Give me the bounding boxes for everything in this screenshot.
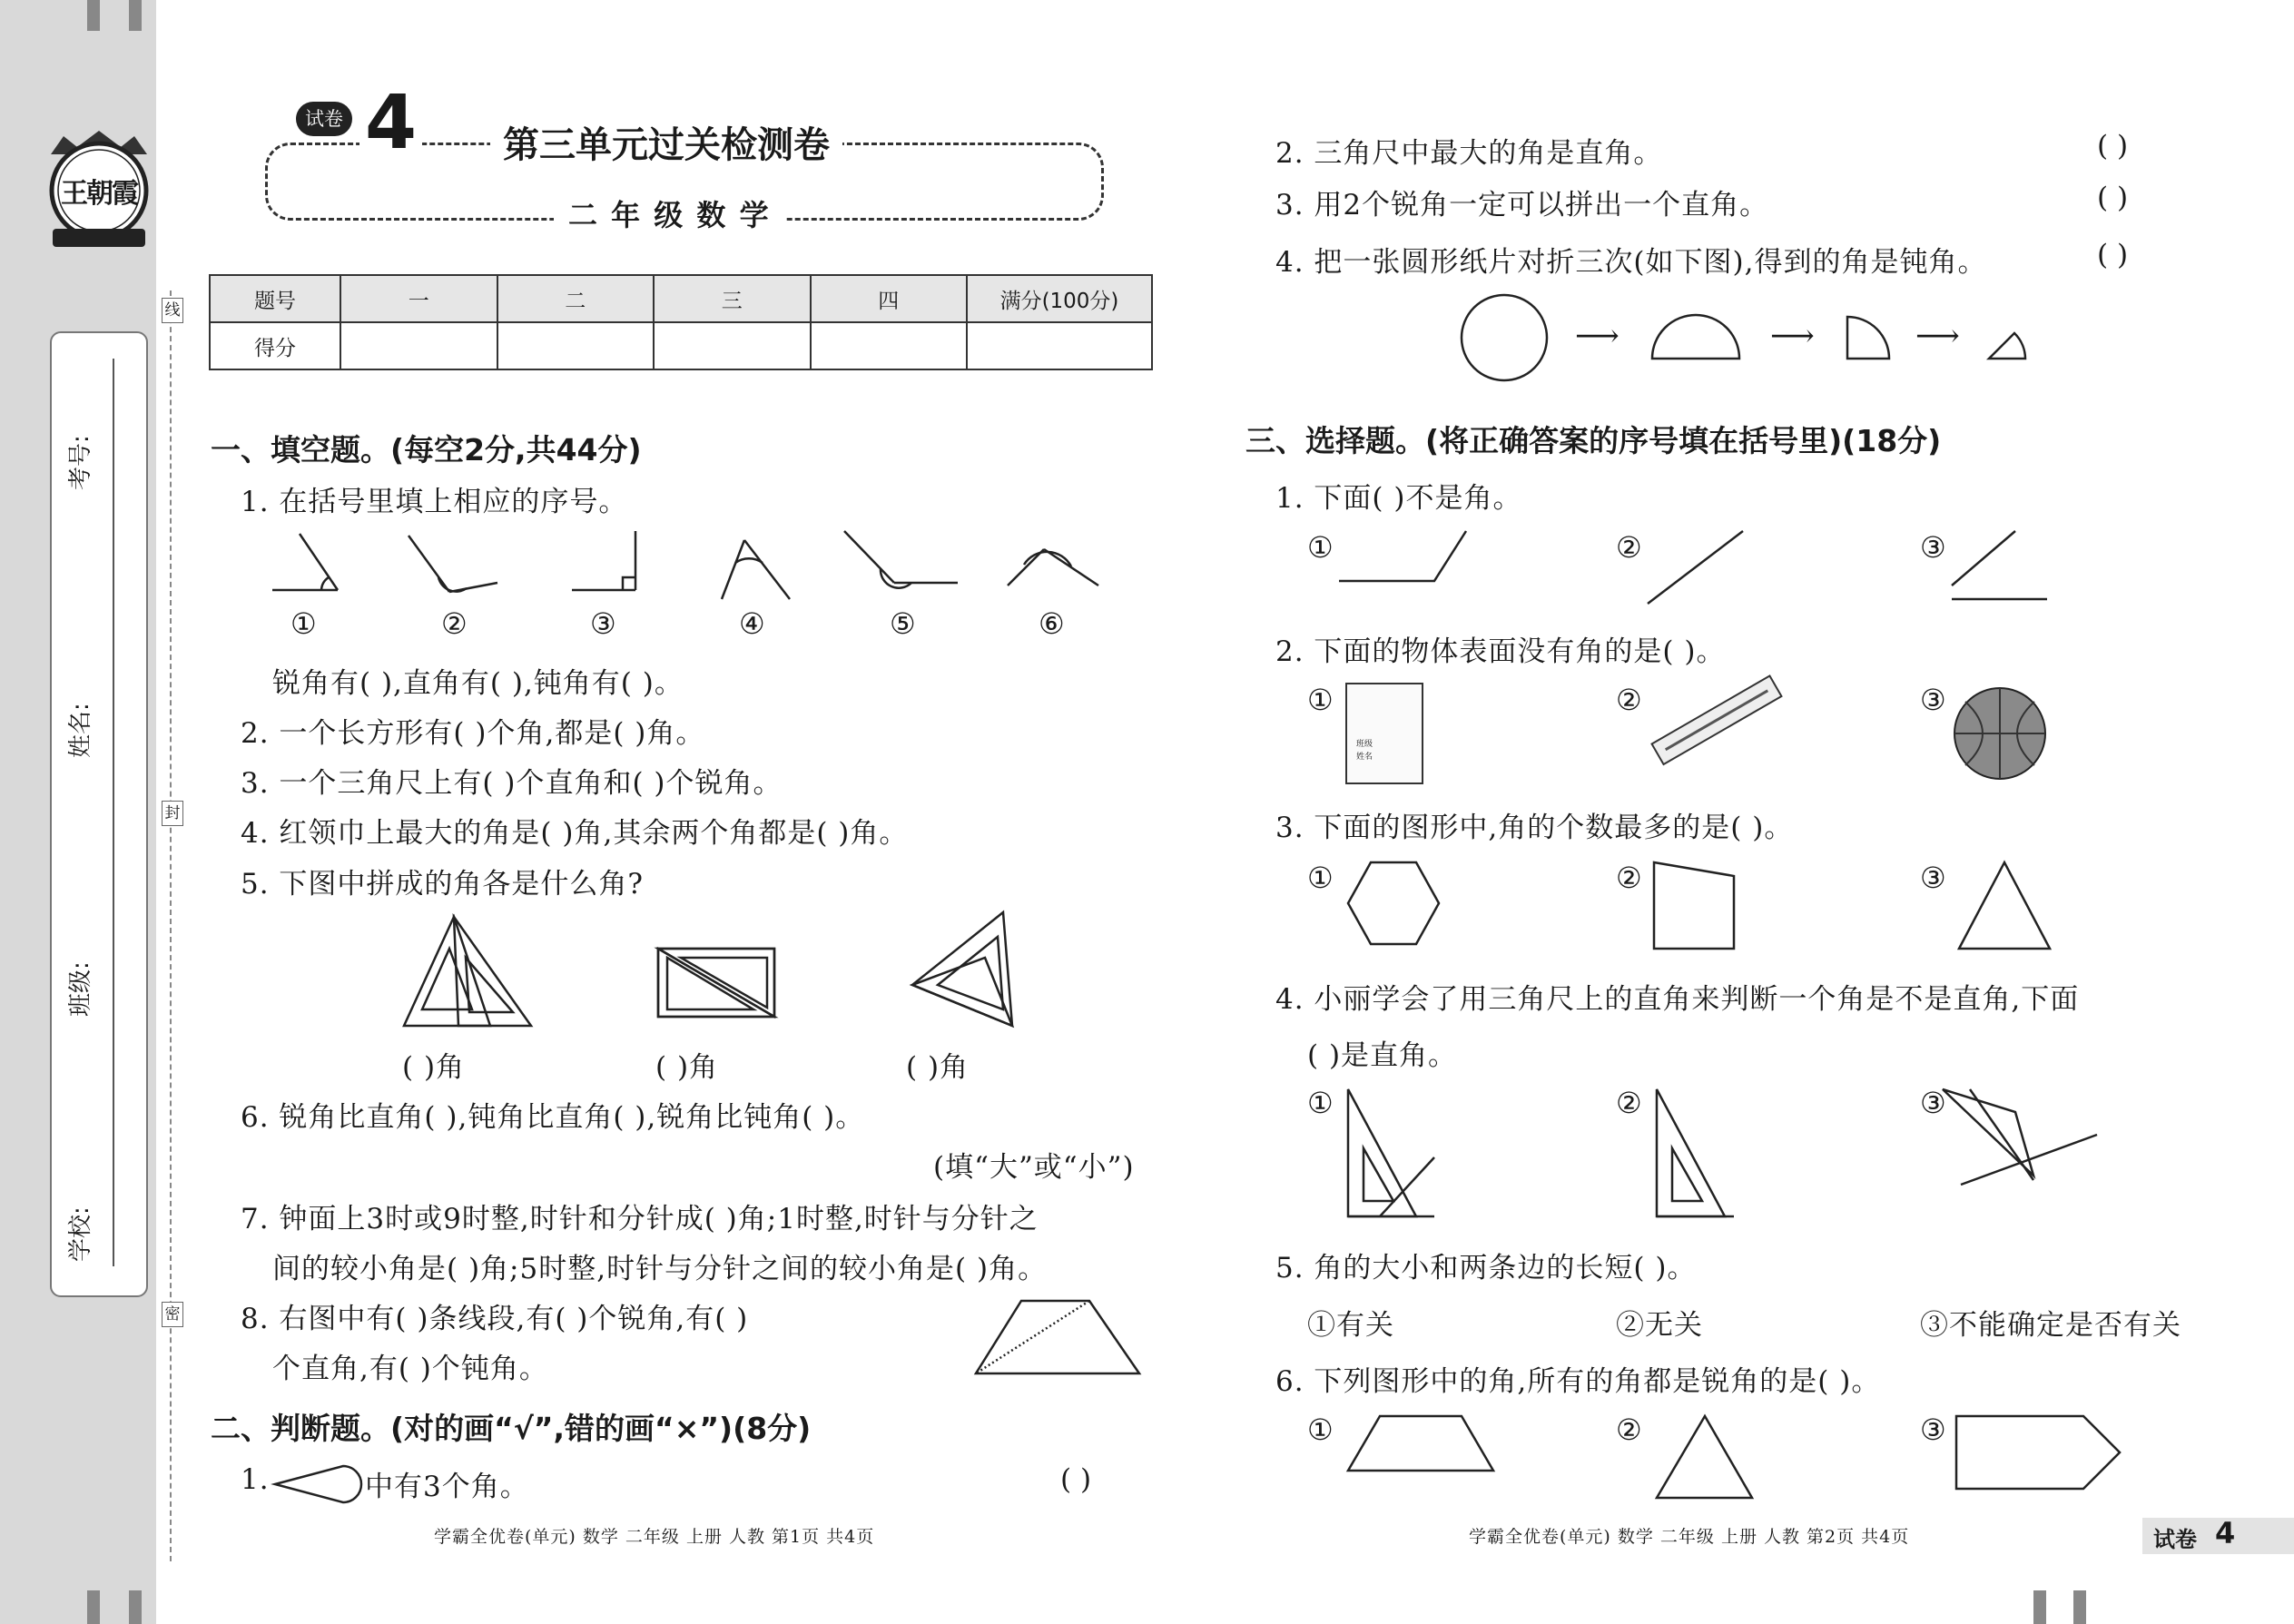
score-table: [209, 274, 1153, 370]
score-table-row: [210, 322, 1152, 369]
option-label: ④: [739, 606, 765, 641]
score-input-cell[interactable]: [497, 322, 655, 369]
answer-paren[interactable]: ( ): [1060, 1463, 1092, 1496]
option-label: ③: [1920, 1412, 1946, 1447]
paper-number: 4: [359, 86, 422, 161]
section-2-title: 二、判断题。(对的画“√”,错的画“×”)(8分): [211, 1411, 812, 1446]
option-label: ①: [1307, 1086, 1334, 1120]
option-label: ③: [1920, 530, 1946, 565]
choice-6: 6. 下列图形中的角,所有的角都是锐角的是( )。: [1275, 1365, 1881, 1398]
question-7-line2: 间的较小角是( )角;5时整,时针与分针之间的较小角是( )角。: [272, 1253, 1048, 1285]
question-6-hint: (填“大”或“小”): [933, 1151, 1135, 1184]
option-label: ②: [1616, 1412, 1642, 1447]
option-label: ①: [1307, 1412, 1334, 1447]
judge-3: 3. 用2个锐角一定可以拼出一个直角。: [1275, 189, 1769, 221]
score-table-header-row: [210, 275, 1152, 322]
choice-2: 2. 下面的物体表面没有角的是( )。: [1275, 635, 1726, 668]
page-tab-number: 4: [2215, 1516, 2236, 1550]
judge-1-number: 1.: [241, 1463, 270, 1496]
angle-figures: [263, 527, 1135, 608]
notebook-label: 班级: [1356, 740, 1373, 749]
field-label-class: 班级:: [67, 961, 94, 1017]
option-label: ③: [590, 606, 616, 641]
option-label: ②: [1616, 1086, 1642, 1120]
option-label: ③: [1920, 861, 1946, 895]
choice-4-figures: [1344, 1085, 2115, 1230]
answer-paren[interactable]: ( ): [2097, 130, 2129, 162]
question-8-line2: 个直角,有( )个钝角。: [272, 1353, 548, 1385]
footer-left: 学霸全优卷(单元) 数学 二年级 上册 人教 第1页 共4页: [434, 1527, 875, 1547]
question-1-answer: 锐角有( ),直角有( ),钝角有( )。: [272, 667, 684, 700]
choice-5: 5. 角的大小和两条边的长短( )。: [1275, 1252, 1697, 1284]
choice-4-line2: ( )是直角。: [1307, 1039, 1458, 1072]
binding-tick: [87, 1590, 100, 1624]
score-input-cell[interactable]: [654, 322, 811, 369]
binding-tick: [2033, 1590, 2046, 1624]
section-3-title: 三、选择题。(将正确答案的序号填在括号里)(18分): [1245, 423, 1942, 458]
option-label: ⑥: [1039, 606, 1065, 641]
score-input-cell[interactable]: [340, 322, 497, 369]
judge-1: 中有3个角。: [365, 1471, 529, 1503]
option-label: ③: [1920, 683, 1946, 717]
choice-1-figures: [1334, 527, 2061, 608]
score-cell: 四: [811, 275, 968, 322]
seal-mark-line: 线: [162, 298, 183, 323]
question-4: 4. 红领巾上最大的角是( )角,其余两个角都是( )角。: [241, 817, 909, 850]
question-2: 2. 一个长方形有( )个角,都是( )角。: [241, 717, 705, 750]
score-cell: 得分: [210, 322, 340, 369]
choice-3-figures: [1344, 858, 2052, 958]
score-cell: 题号: [210, 275, 340, 322]
binding-tick: [87, 0, 100, 31]
basketball-icon: [1952, 685, 2048, 782]
publisher-logo: [45, 127, 153, 254]
ruler-image: [1645, 681, 1790, 763]
option-label: ②: [1616, 683, 1642, 717]
seal-mark-seal: 封: [162, 801, 183, 826]
field-label-school: 学校:: [67, 1206, 94, 1262]
option-label: ②: [1616, 861, 1642, 895]
triangle-combo-figures: [395, 908, 1030, 1035]
footer-right: 学霸全优卷(单元) 数学 二年级 上册 人教 第2页 共4页: [1469, 1527, 1910, 1547]
question-6: 6. 锐角比直角( ),钝角比直角( ),锐角比钝角( )。: [241, 1101, 865, 1134]
score-cell: 满分(100分): [967, 275, 1152, 322]
arrow-icon: ⟶: [1770, 318, 1815, 354]
arrow-icon: ⟶: [1915, 318, 1960, 354]
question-5-answer: ( )角: [906, 1051, 970, 1084]
cut-line: [170, 290, 172, 1561]
score-cell: 三: [654, 275, 811, 322]
score-cell: 二: [497, 275, 655, 322]
field-label-exam-no: 考号:: [67, 435, 94, 490]
option-label: ①: [1307, 683, 1334, 717]
seal-mark-secret: 密: [162, 1302, 183, 1327]
info-line: [113, 359, 114, 1266]
choice-4-line1: 4. 小丽学会了用三角尺上的直角来判断一个角是不是直角,下面: [1275, 983, 2080, 1016]
field-label-name: 姓名:: [67, 703, 94, 758]
option-label: ①: [290, 606, 317, 641]
question-5-answer: ( )角: [655, 1051, 719, 1084]
paper-badge: 试卷: [296, 102, 352, 136]
option-label: ②: [441, 606, 468, 641]
score-input-cell[interactable]: [967, 322, 1152, 369]
question-3: 3. 一个三角尺上有( )个直角和( )个锐角。: [241, 767, 783, 800]
binding-tick: [2073, 1590, 2086, 1624]
choice-5-option: ②无关: [1616, 1309, 1703, 1342]
choice-5-option: ①有关: [1307, 1309, 1394, 1342]
option-label: ①: [1307, 530, 1334, 565]
choice-6-figures: [1344, 1412, 2124, 1511]
page-subtitle: 二 年 级 数 学: [554, 192, 785, 234]
trapezoid-figure: [971, 1296, 1144, 1378]
score-cell: 一: [340, 275, 497, 322]
question-8-line1: 8. 右图中有( )条线段,有( )个锐角,有( ): [241, 1303, 749, 1335]
judge-2: 2. 三角尺中最大的角是直角。: [1275, 137, 1663, 170]
notebook-label: 姓名: [1356, 753, 1373, 762]
judge-4: 4. 把一张圆形纸片对折三次(如下图),得到的角是钝角。: [1275, 246, 1987, 279]
score-input-cell[interactable]: [811, 322, 968, 369]
page-tab-label: 试卷: [2153, 1527, 2197, 1552]
option-label: ⑤: [890, 606, 916, 641]
question-1: 1. 在括号里填上相应的序号。: [241, 486, 628, 518]
answer-paren[interactable]: ( ): [2097, 239, 2129, 271]
arrow-icon: ⟶: [1575, 318, 1620, 354]
option-label: ②: [1616, 530, 1642, 565]
choice-5-option: ③不能确定是否有关: [1920, 1309, 2181, 1342]
question-5: 5. 下图中拼成的角各是什么角?: [241, 868, 645, 901]
binding-tick: [129, 0, 142, 31]
question-5-answer: ( )角: [402, 1051, 466, 1084]
logo-text: 王朝霞: [61, 178, 137, 210]
option-label: ①: [1307, 861, 1334, 895]
droplet-figure: [271, 1462, 370, 1507]
binding-tick: [129, 1590, 142, 1624]
choice-1: 1. 下面( )不是角。: [1275, 482, 1522, 515]
section-1-title: 一、填空题。(每空2分,共44分): [211, 432, 642, 468]
choice-3: 3. 下面的图形中,角的个数最多的是( )。: [1275, 812, 1794, 844]
question-7-line1: 7. 钟面上3时或9时整,时针和分针成( )角;1时整,时针与分针之: [241, 1203, 1039, 1235]
page-title: 第三单元过关检测卷: [490, 116, 842, 168]
answer-paren[interactable]: ( ): [2097, 182, 2129, 214]
notebook-image: [1345, 683, 1423, 784]
option-label: ③: [1920, 1086, 1946, 1120]
